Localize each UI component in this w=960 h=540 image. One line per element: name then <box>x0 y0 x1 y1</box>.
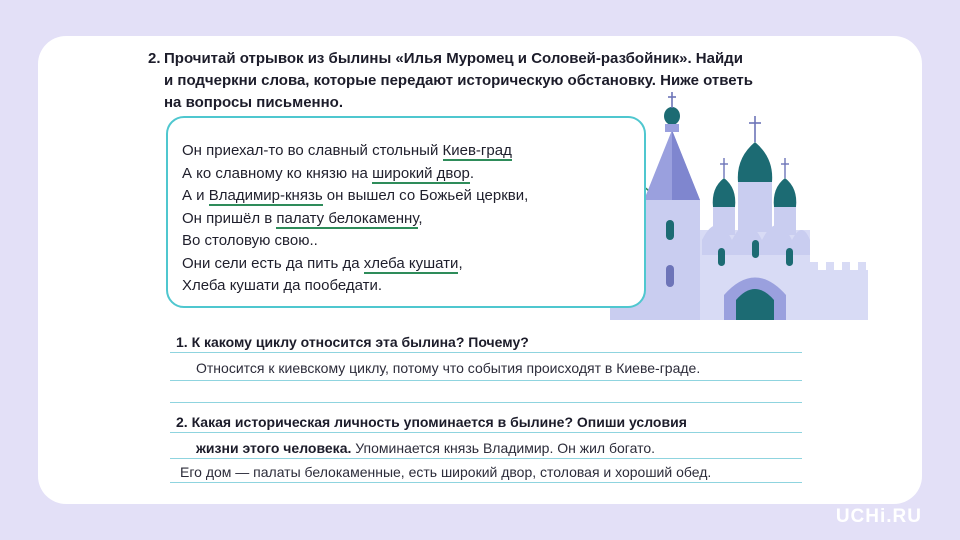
poem-line-4: Он пришёл в палату белокаменну, <box>182 209 423 227</box>
answer-rule <box>170 402 802 403</box>
underlined-word: широкий двор <box>372 164 470 182</box>
poem-line-5: Во столовую свою.. <box>182 232 318 249</box>
question-2-text-line-1: Какая историческая личность упоминается в былине? Опиши условия <box>191 414 687 430</box>
question-2-text-line-2: жизни этого человека. <box>196 440 352 456</box>
task-number: 2. <box>148 50 161 67</box>
question-2 <box>176 414 687 430</box>
uchi-ru-logo: UCHi.RU <box>835 506 922 527</box>
answer-rule <box>170 380 802 381</box>
underlined-word: Владимир-князь <box>208 187 323 204</box>
task-line-3: на вопросы письменно. <box>164 94 343 111</box>
question-1-number: 1. <box>176 334 188 350</box>
underlined-word: палату белокаменну <box>276 209 419 227</box>
underlined-word: хлеба кушати <box>363 254 459 272</box>
answer-rule <box>170 352 802 353</box>
answer-rule <box>170 482 802 483</box>
question-2-line-2 <box>196 440 655 456</box>
answer-2-line-2: Его дом — палаты белокаменные, есть широкий двор, столовая и хороший обед. <box>180 464 712 480</box>
question-1 <box>176 334 529 350</box>
answer-rule <box>170 458 802 459</box>
task-line-1: Прочитай отрывок из былины «Илья Муромец и Соловей-разбойник». Найди <box>164 50 743 67</box>
church-word: Божьей церкви <box>419 187 525 204</box>
poem-line-3: А и Владимир-князь он вышел со Божьей церкви, <box>182 187 529 204</box>
poem-line-7: Хлеба кушати да пообедати. <box>182 277 383 294</box>
underlined-word: Киев-град <box>442 142 512 159</box>
answer-1: Относится к киевскому циклу, потому что события происходят в Киеве-граде. <box>196 360 701 376</box>
question-2-number: 2. <box>176 414 188 430</box>
poem-excerpt <box>182 140 528 298</box>
answer-2-line-1: Упоминается князь Владимир. Он жил богато. <box>351 440 656 456</box>
question-1-text: К какому циклу относится эта былина? Почему? <box>191 334 529 350</box>
task-line-2: и подчеркни слова, которые передают историческую обстановку. Ниже ответь <box>164 72 753 89</box>
answer-rule <box>170 432 802 433</box>
poem-line-6: Они сели есть да пить да хлеба кушати, <box>182 254 463 272</box>
poem-line-2: А ко славному ко князю на широкий двор. <box>182 164 475 182</box>
poem-line-1: Он приехал-то во славный стольный Киев-град <box>182 142 512 159</box>
